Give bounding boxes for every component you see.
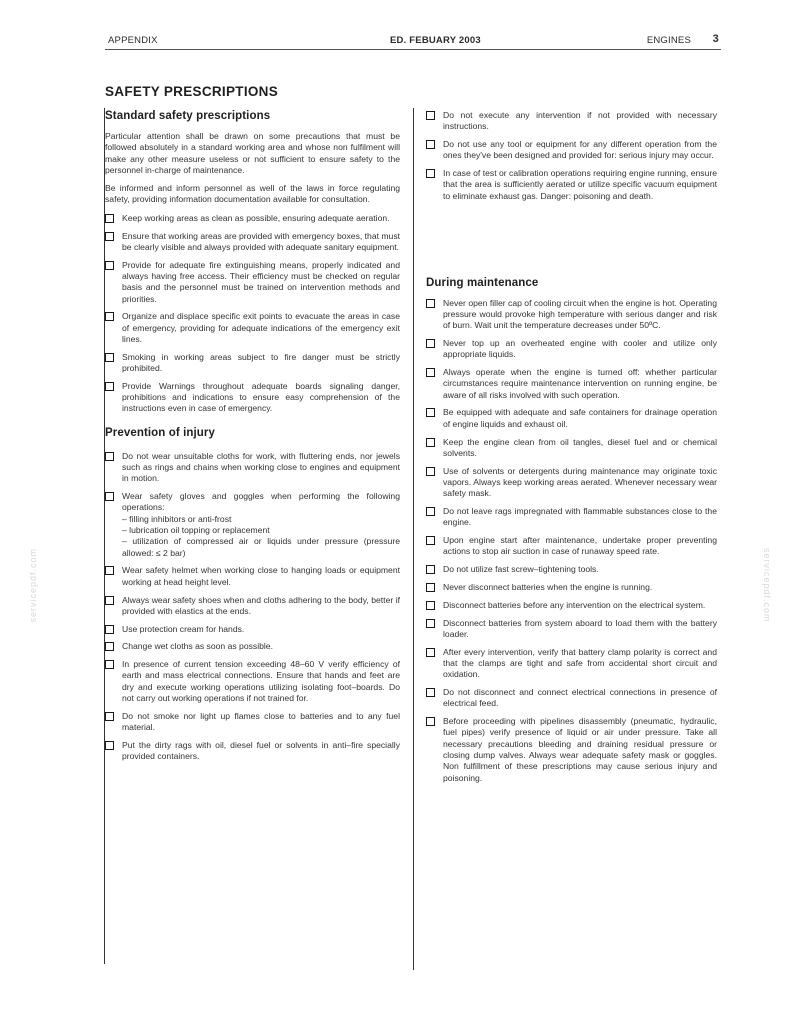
list-item-main-text: Always operate when the engine is turned off: whether particular circumstances require maintenance intervention on running engine, be aware of all risks involved with such operation. (443, 367, 717, 400)
list-item (426, 367, 717, 401)
checkbox-square-icon (105, 452, 114, 461)
checkbox-square-icon (426, 717, 435, 726)
list-item-main-text: In presence of current tension exceeding 48–60 V verify efficiency of earth and mass electrical connections. Ensure that hands and feet are dry and execute working operations utilizing isolating foot–boards. Do not carry out working operations if not trained for. (122, 659, 400, 704)
list-item-text (443, 618, 717, 641)
checkbox-square-icon (105, 492, 114, 501)
list-item-main-text: Disconnect batteries from system aboard to load them with the battery loader. (443, 617, 717, 639)
list-item-text (122, 381, 400, 415)
list-item-main-text: Keep the engine clean from oil tangles, diesel fuel and or chemical solvents. (443, 436, 717, 458)
list-item-text (443, 600, 717, 611)
checkbox-square-icon (426, 583, 435, 592)
list-item-text (443, 647, 717, 681)
list-item-text (443, 367, 717, 401)
list-item-main-text: Never open filler cap of cooling circuit when the engine is hot. Operating pressure would provoke high temperature with serious danger and risk of burn. Wait unit the temperature decreases under 50ºC. (443, 297, 717, 331)
list-item-main-text: Wear safety helmet when working close to hanging loads or equipment working at head height level. (122, 565, 400, 587)
list-item-text (122, 595, 400, 618)
left-column (105, 110, 400, 769)
checkbox-square-icon (105, 261, 114, 270)
list-item (105, 624, 400, 635)
list-item-text (122, 711, 400, 734)
checkbox-square-icon (426, 169, 435, 178)
checkbox-square-icon (105, 712, 114, 721)
list-item (426, 647, 717, 681)
list-item-text (122, 659, 400, 704)
list-item (105, 491, 400, 559)
list-item (105, 352, 400, 375)
top-items (426, 110, 717, 202)
checkbox-square-icon (105, 566, 114, 575)
list-sub-item: – filling inhibitors or anti-frost (122, 513, 232, 524)
list-item (426, 618, 717, 641)
column-divider (413, 108, 414, 970)
list-item (105, 260, 400, 305)
list-item-main-text: Disconnect batteries before any intervention on the electrical system. (443, 599, 706, 610)
checkbox-square-icon (426, 507, 435, 516)
list-item-main-text: Put the dirty rags with oil, diesel fuel or solvents in anti–fire specially provided containers. (122, 739, 400, 762)
list-item (426, 407, 717, 430)
list-item-text (122, 231, 400, 254)
section-title-standard: Standard safety prescriptions (105, 110, 271, 122)
list-item (105, 311, 400, 345)
list-item-text (122, 213, 400, 224)
list-item-text (122, 451, 400, 485)
checkbox-square-icon (426, 467, 435, 476)
list-item-main-text: Do not utilize fast screw–tightening tools. (443, 564, 599, 575)
list-item (426, 716, 717, 784)
header-chapter: ENGINES (646, 35, 691, 46)
list-item-main-text: Do not wear unsuitable cloths for work, with fluttering ends, nor jewels such as rings and chains when working close to engines and equipment in motion. (122, 450, 400, 484)
checkbox-square-icon (426, 648, 435, 657)
checkbox-square-icon (426, 140, 435, 149)
list-item (426, 600, 717, 611)
list-item (426, 564, 717, 575)
list-item (105, 740, 400, 763)
list-item-text (443, 168, 717, 202)
checkbox-square-icon (426, 111, 435, 120)
paragraph: Be informed and inform personnel as well of the laws in force regulating safety, providing information documentation available for consultation. (105, 183, 400, 205)
list-item-main-text: Do not disconnect and connect electrical connections in presence of electrical feed. (443, 687, 717, 709)
checkbox-square-icon (105, 660, 114, 669)
list-item-main-text: Be equipped with adequate and safe containers for drainage operation of engine liquids and exhaust oil. (443, 407, 717, 429)
list-item (426, 535, 717, 558)
list-item (426, 168, 717, 202)
page-number: 3 (712, 33, 719, 45)
checkbox-square-icon (105, 642, 114, 651)
list-item-text (122, 491, 400, 559)
checkbox-square-icon (426, 536, 435, 545)
list-item-text (122, 260, 400, 305)
list-item-text (443, 582, 717, 593)
list-item (426, 437, 717, 460)
list-item-main-text: Do not smoke nor light up flames close to batteries and to any fuel material. (122, 710, 400, 733)
list-item-main-text: Use protection cream for hands. (122, 623, 245, 634)
section-title-prevention: Prevention of injury (105, 426, 215, 439)
list-item-main-text: Never disconnect batteries when the engine is running. (443, 582, 653, 593)
list-item-main-text: In case of test or calibration operations requiring engine running, ensure that the area is sufficiently aerated or utilize specific vacuum equipment to eliminate exhaust gas. Danger: poisoning and death. (443, 168, 717, 201)
list-item-text (443, 687, 717, 710)
list-item-text (122, 641, 400, 652)
list-item (105, 595, 400, 618)
list-item (426, 506, 717, 529)
list-item-main-text: Change wet cloths as soon as possible. (122, 641, 273, 652)
list-item-text (443, 338, 717, 361)
list-item-main-text: Before proceeding with pipelines disassembly (pneumatic, hydraulic, fuel pipes) verify presence of liquid or air under pressure. Take all necessary precautions bleeding and draining residual pressure or closing dump valves. Always wear adequate safety mask or goggles. Non fulfillment of these prescriptions may cause serious injury and poisoning. (443, 716, 717, 783)
checkbox-square-icon (426, 688, 435, 697)
list-item-text (443, 139, 717, 162)
list-item-text (443, 535, 717, 558)
list-item (426, 139, 717, 162)
list-item-text (122, 311, 400, 345)
list-item-main-text: Never top up an overheated engine with cooler and utilize only appropriate liquids. (443, 337, 717, 360)
list-item (105, 565, 400, 588)
list-item (105, 641, 400, 652)
list-item-main-text: After every intervention, verify that battery clamp polarity is correct and that the clamps are tight and safe from accidental short circuit and oxidation. (443, 646, 717, 680)
list-item-main-text: Keep working areas as clean as possible, ensuring adequate aeration. (122, 212, 390, 223)
list-item-text (443, 110, 717, 133)
checkbox-square-icon (426, 299, 435, 308)
list-item-text (443, 298, 717, 332)
list-item-text (443, 716, 717, 784)
list-item-main-text: Do not use any tool or equipment for any different operation from the ones they've been designed and provided for: serious injury may occur. (443, 139, 717, 161)
checkbox-square-icon (426, 438, 435, 447)
list-item (105, 451, 400, 485)
list-sub-item: – lubrication oil topping or replacement (122, 525, 270, 536)
list-item-text (122, 352, 400, 375)
list-item (426, 110, 717, 133)
page-title: SAFETY PRESCRIPTIONS (105, 84, 279, 99)
list-item-main-text: Always wear safety shoes when and cloths adhering to the body, better if provided with elastics at the ends. (122, 594, 400, 616)
list-item-text (443, 506, 717, 529)
checkbox-square-icon (105, 312, 114, 321)
list-item-main-text: Organize and displace specific exit points to evacuate the areas in case of emergency, providing for adequate indications of the emergency exit lines. (122, 311, 400, 344)
checkbox-square-icon (105, 214, 114, 223)
header-edition: ED. FEBUARY 2003 (390, 35, 481, 46)
list-item-text (443, 564, 717, 575)
list-item-main-text: Do not leave rags impregnated with flammable substances close to the engine. (443, 506, 717, 528)
watermark-right: servicepdf.com (762, 548, 772, 623)
list-item (105, 213, 400, 224)
list-item-text (443, 407, 717, 430)
checkbox-square-icon (426, 339, 435, 348)
checkbox-square-icon (426, 601, 435, 610)
maintenance-items (426, 298, 717, 784)
checkbox-square-icon (105, 353, 114, 362)
checkbox-square-icon (105, 232, 114, 241)
list-item-text (443, 466, 717, 500)
standard-items (105, 213, 400, 415)
list-item-main-text: Smoking in working areas subject to fire danger must be strictly prohibited. (122, 351, 400, 374)
right-column (426, 110, 717, 790)
list-item (105, 659, 400, 704)
page-header (105, 27, 721, 50)
list-item-main-text: Provide Warnings throughout adequate boards signaling danger, prohibitions and indications to ensure easy comprehension of the instructions even in case of emergency. (122, 380, 400, 414)
list-item-text (122, 624, 400, 635)
checkbox-square-icon (426, 565, 435, 574)
list-item (426, 466, 717, 500)
section-title-maintenance: During maintenance (426, 276, 539, 289)
watermark-left: servicepdf.com (28, 548, 38, 623)
checkbox-square-icon (426, 368, 435, 377)
checkbox-square-icon (426, 619, 435, 628)
list-item (105, 711, 400, 734)
list-item (426, 582, 717, 593)
checkbox-square-icon (105, 741, 114, 750)
prevention-items (105, 451, 400, 763)
list-item-main-text: Wear safety gloves and goggles when performing the following operations: (122, 491, 400, 513)
list-item (105, 231, 400, 254)
checkbox-square-icon (105, 382, 114, 391)
list-item-text (122, 565, 400, 588)
list-item (426, 338, 717, 361)
list-item (426, 687, 717, 710)
list-item-main-text: Use of solvents or detergents during maintenance may originate toxic vapors. Always keep working areas aerated. Whenever necessary wear safety mask. (443, 465, 717, 499)
list-item (105, 381, 400, 415)
list-item-text (122, 740, 400, 763)
list-item-text (443, 437, 717, 460)
list-item-main-text: Upon engine start after maintenance, undertake proper preventing actions to stop air suction in case of runaway speed rate. (443, 535, 717, 557)
checkbox-square-icon (105, 625, 114, 634)
list-item-main-text: Provide for adequate fire extinguishing means, properly indicated and always having free access. Their efficiency must be checked on regular basis and the personnel must be trained on intervention methods and priorities. (122, 259, 400, 304)
checkbox-square-icon (426, 408, 435, 417)
list-item-main-text: Do not execute any intervention if not provided with necessary instructions. (443, 110, 717, 132)
checkbox-square-icon (105, 596, 114, 605)
header-section: APPENDIX (108, 35, 158, 46)
list-item-main-text: Ensure that working areas are provided with emergency boxes, that must be clearly visible and always provided with adequate sanitary equipment. (122, 230, 401, 252)
list-item (426, 298, 717, 332)
paragraph: Particular attention shall be drawn on some precautions that must be followed absolutely in a standard working area and whose non fulfilment will make any other measure useless or not sufficient to ensure safety to the personnel in-charge of maintenance. (105, 131, 400, 175)
spacer (426, 209, 717, 277)
list-sub-item: – utilization of compressed air or liquids under pressure (pressure allowed: ≤ 2 bar) (122, 536, 400, 558)
